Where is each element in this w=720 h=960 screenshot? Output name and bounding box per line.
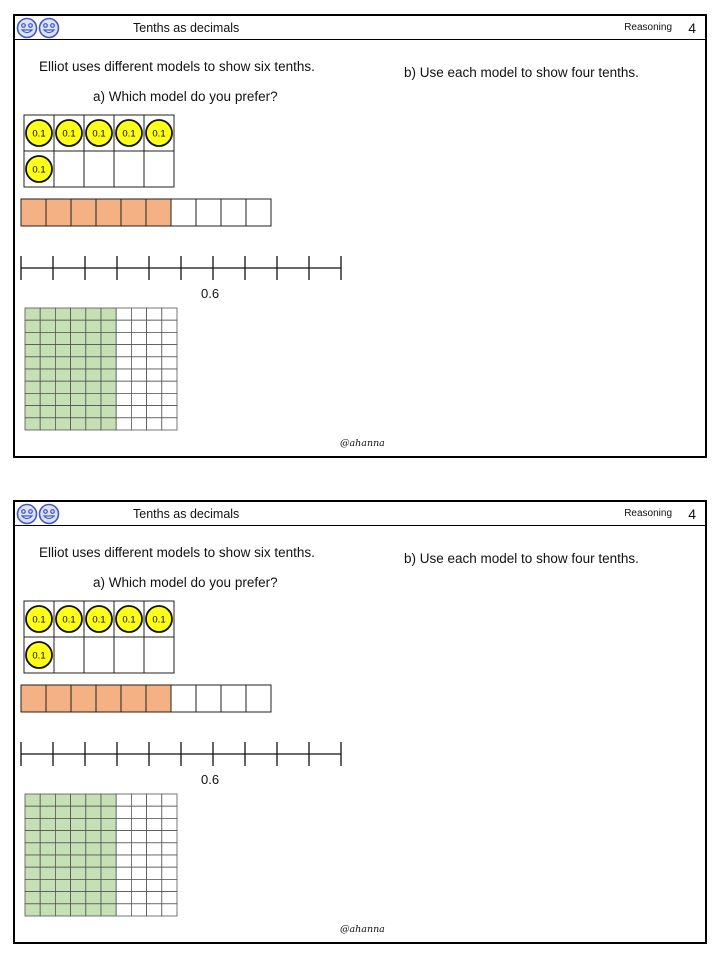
grid-cell — [40, 879, 55, 891]
grid-cell — [25, 806, 40, 818]
grid-cell — [147, 843, 162, 855]
grid-cell — [25, 393, 40, 405]
slide-title: Tenths as decimals — [133, 507, 240, 521]
grid-cell — [147, 855, 162, 867]
grid-cell — [55, 332, 70, 344]
grid-cell — [25, 369, 40, 381]
grid-cell — [25, 904, 40, 916]
grid-cell — [86, 320, 101, 332]
grid-cell — [86, 867, 101, 879]
grid-cell — [86, 406, 101, 418]
grid-cell — [55, 418, 70, 430]
grid-cell — [86, 904, 101, 916]
question-part-b: b) Use each model to show four tenths. — [404, 65, 639, 80]
grid-cell — [71, 831, 86, 843]
grid-cell — [131, 831, 146, 843]
bar-segment — [146, 199, 171, 226]
grid-cell — [101, 794, 116, 806]
grid-cell — [147, 308, 162, 320]
number-line-label: 0.6 — [201, 286, 220, 301]
grid-cell — [71, 332, 86, 344]
grid-cell — [116, 418, 131, 430]
grid-cell — [116, 369, 131, 381]
grid-cell — [25, 855, 40, 867]
grid-cell — [116, 831, 131, 843]
grid-cell — [40, 867, 55, 879]
bar-segment — [71, 199, 96, 226]
grid-cell — [71, 879, 86, 891]
grid-cell — [101, 879, 116, 891]
bar-segment — [171, 685, 196, 712]
grid-cell — [116, 393, 131, 405]
slide-header — [15, 16, 705, 40]
grid-cell — [116, 904, 131, 916]
grid-cell — [71, 357, 86, 369]
grid-cell — [116, 381, 131, 393]
grid-cell — [101, 308, 116, 320]
grid-cell — [116, 892, 131, 904]
smiley-face-icon — [40, 19, 59, 38]
grid-cell — [147, 381, 162, 393]
hundred-grid — [24, 307, 180, 433]
slide-title: Tenths as decimals — [133, 21, 240, 35]
question-part-b: b) Use each model to show four tenths. — [404, 551, 639, 566]
grid-cell — [162, 879, 177, 891]
grid-cell — [55, 357, 70, 369]
bar-model — [20, 198, 278, 228]
counter-label: 0.1 — [92, 128, 106, 140]
grid-cell — [131, 806, 146, 818]
grid-cell — [101, 892, 116, 904]
grid-cell — [25, 818, 40, 830]
grid-cell — [71, 381, 86, 393]
grid-cell — [71, 393, 86, 405]
tens-frame — [23, 114, 177, 190]
grid-cell — [116, 345, 131, 357]
grid-cell — [40, 855, 55, 867]
grid-cell — [162, 806, 177, 818]
grid-cell — [101, 406, 116, 418]
grid-cell — [71, 406, 86, 418]
grid-cell — [55, 406, 70, 418]
grid-cell — [131, 369, 146, 381]
grid-cell — [71, 320, 86, 332]
grid-cell — [116, 332, 131, 344]
author-credit: @ahanna — [340, 438, 385, 449]
grid-cell — [55, 381, 70, 393]
grid-cell — [147, 892, 162, 904]
grid-cell — [71, 418, 86, 430]
grid-cell — [101, 357, 116, 369]
tens-frame — [23, 600, 177, 676]
grid-cell — [25, 345, 40, 357]
grid-cell — [131, 892, 146, 904]
grid-cell — [40, 332, 55, 344]
grid-cell — [147, 867, 162, 879]
slide-header — [15, 502, 705, 526]
grid-cell — [86, 892, 101, 904]
grid-cell — [71, 308, 86, 320]
grid-cell — [25, 892, 40, 904]
grid-cell — [86, 369, 101, 381]
hundred-grid — [24, 793, 180, 919]
bar-segment — [121, 199, 146, 226]
grid-cell — [40, 831, 55, 843]
grid-cell — [55, 308, 70, 320]
grid-cell — [55, 855, 70, 867]
category-label: Reasoning — [624, 22, 672, 33]
grid-cell — [86, 879, 101, 891]
grid-cell — [40, 818, 55, 830]
grid-cell — [86, 831, 101, 843]
bar-segment — [46, 199, 71, 226]
grid-cell — [86, 806, 101, 818]
grid-cell — [162, 794, 177, 806]
bar-segment — [121, 685, 146, 712]
grid-cell — [147, 794, 162, 806]
bar-segment — [146, 685, 171, 712]
grid-cell — [116, 818, 131, 830]
grid-cell — [101, 320, 116, 332]
grid-cell — [71, 818, 86, 830]
grid-cell — [131, 818, 146, 830]
grid-cell — [162, 831, 177, 843]
grid-cell — [116, 320, 131, 332]
grid-cell — [101, 818, 116, 830]
grid-cell — [25, 357, 40, 369]
grid-cell — [147, 345, 162, 357]
grid-cell — [116, 867, 131, 879]
grid-cell — [162, 418, 177, 430]
grid-cell — [147, 320, 162, 332]
grid-cell — [55, 843, 70, 855]
grid-cell — [131, 381, 146, 393]
grid-cell — [101, 867, 116, 879]
grid-cell — [71, 806, 86, 818]
grid-cell — [55, 879, 70, 891]
counter-label: 0.1 — [62, 128, 76, 140]
grid-cell — [40, 308, 55, 320]
grid-cell — [131, 406, 146, 418]
grid-cell — [55, 806, 70, 818]
grid-cell — [116, 843, 131, 855]
grid-cell — [147, 418, 162, 430]
grid-cell — [101, 831, 116, 843]
bar-segment — [221, 199, 246, 226]
counter-label: 0.1 — [152, 614, 166, 626]
tens-frame-cell — [114, 151, 144, 187]
bar-segment — [96, 685, 121, 712]
counter-label: 0.1 — [122, 128, 136, 140]
grid-cell — [25, 867, 40, 879]
grid-cell — [162, 357, 177, 369]
grid-cell — [40, 393, 55, 405]
counter-label: 0.1 — [152, 128, 166, 140]
question-intro: Elliot uses different models to show six tenths. — [39, 59, 315, 74]
grid-cell — [116, 406, 131, 418]
bar-segment — [21, 685, 46, 712]
grid-cell — [101, 806, 116, 818]
page-number: 4 — [688, 506, 696, 522]
grid-cell — [131, 794, 146, 806]
tens-frame-cell — [144, 637, 174, 673]
grid-cell — [147, 904, 162, 916]
number-line-label: 0.6 — [201, 772, 220, 787]
grid-cell — [116, 357, 131, 369]
logo-faces — [16, 503, 62, 525]
grid-cell — [40, 892, 55, 904]
grid-cell — [162, 369, 177, 381]
grid-cell — [162, 843, 177, 855]
bar-segment — [246, 685, 271, 712]
grid-cell — [86, 332, 101, 344]
slide-card — [13, 14, 707, 458]
smiley-face-icon — [18, 19, 37, 38]
grid-cell — [55, 345, 70, 357]
bar-segment — [221, 685, 246, 712]
grid-cell — [71, 867, 86, 879]
tens-frame-cell — [84, 637, 114, 673]
bar-segment — [71, 685, 96, 712]
grid-cell — [131, 904, 146, 916]
grid-cell — [147, 806, 162, 818]
question-part-a: a) Which model do you prefer? — [93, 89, 278, 104]
grid-cell — [25, 406, 40, 418]
logo-faces — [16, 17, 62, 39]
grid-cell — [131, 867, 146, 879]
grid-cell — [101, 904, 116, 916]
grid-cell — [162, 381, 177, 393]
grid-cell — [86, 308, 101, 320]
grid-cell — [25, 320, 40, 332]
tens-frame-cell — [54, 637, 84, 673]
grid-cell — [40, 904, 55, 916]
grid-cell — [131, 320, 146, 332]
tens-frame-cell — [54, 151, 84, 187]
grid-cell — [162, 332, 177, 344]
grid-cell — [71, 843, 86, 855]
grid-cell — [162, 393, 177, 405]
grid-cell — [162, 308, 177, 320]
bar-segment — [171, 199, 196, 226]
question-intro: Elliot uses different models to show six tenths. — [39, 545, 315, 560]
tens-frame-cell — [114, 637, 144, 673]
grid-cell — [101, 855, 116, 867]
grid-cell — [131, 345, 146, 357]
grid-cell — [86, 381, 101, 393]
smiley-face-icon — [18, 505, 37, 524]
grid-cell — [101, 381, 116, 393]
counter-label: 0.1 — [62, 614, 76, 626]
grid-cell — [131, 843, 146, 855]
grid-cell — [71, 904, 86, 916]
bar-segment — [196, 685, 221, 712]
number-line — [19, 740, 345, 770]
counter-label: 0.1 — [122, 614, 136, 626]
grid-cell — [162, 867, 177, 879]
grid-cell — [40, 843, 55, 855]
grid-cell — [131, 332, 146, 344]
grid-cell — [86, 393, 101, 405]
grid-cell — [25, 381, 40, 393]
grid-cell — [101, 843, 116, 855]
grid-cell — [101, 393, 116, 405]
bar-segment — [21, 199, 46, 226]
grid-cell — [147, 393, 162, 405]
grid-cell — [147, 332, 162, 344]
grid-cell — [101, 418, 116, 430]
grid-cell — [101, 332, 116, 344]
grid-cell — [71, 794, 86, 806]
grid-cell — [116, 806, 131, 818]
grid-cell — [71, 345, 86, 357]
grid-cell — [131, 855, 146, 867]
grid-cell — [101, 345, 116, 357]
bar-segment — [46, 685, 71, 712]
counter-label: 0.1 — [32, 614, 46, 626]
grid-cell — [55, 369, 70, 381]
bar-model — [20, 684, 278, 714]
grid-cell — [162, 855, 177, 867]
grid-cell — [147, 406, 162, 418]
page-number: 4 — [688, 20, 696, 36]
grid-cell — [25, 879, 40, 891]
grid-cell — [116, 308, 131, 320]
grid-cell — [40, 369, 55, 381]
grid-cell — [40, 381, 55, 393]
grid-cell — [147, 879, 162, 891]
slide-card — [13, 500, 707, 944]
grid-cell — [131, 357, 146, 369]
grid-cell — [25, 308, 40, 320]
grid-cell — [162, 904, 177, 916]
grid-cell — [86, 345, 101, 357]
grid-cell — [116, 794, 131, 806]
grid-cell — [131, 879, 146, 891]
smiley-face-icon — [40, 505, 59, 524]
grid-cell — [40, 418, 55, 430]
grid-cell — [86, 357, 101, 369]
grid-cell — [162, 320, 177, 332]
grid-cell — [162, 892, 177, 904]
grid-cell — [25, 831, 40, 843]
tens-frame-cell — [144, 151, 174, 187]
grid-cell — [71, 892, 86, 904]
grid-cell — [55, 393, 70, 405]
grid-cell — [40, 320, 55, 332]
grid-cell — [25, 794, 40, 806]
grid-cell — [116, 855, 131, 867]
grid-cell — [40, 357, 55, 369]
grid-cell — [25, 332, 40, 344]
tens-frame-cell — [84, 151, 114, 187]
grid-cell — [86, 855, 101, 867]
grid-cell — [55, 794, 70, 806]
grid-cell — [40, 345, 55, 357]
grid-cell — [147, 818, 162, 830]
grid-cell — [86, 794, 101, 806]
question-part-a: a) Which model do you prefer? — [93, 575, 278, 590]
grid-cell — [86, 843, 101, 855]
grid-cell — [116, 879, 131, 891]
grid-cell — [131, 393, 146, 405]
grid-cell — [101, 369, 116, 381]
counter-label: 0.1 — [32, 128, 46, 140]
grid-cell — [55, 892, 70, 904]
grid-cell — [147, 831, 162, 843]
grid-cell — [86, 418, 101, 430]
grid-cell — [131, 418, 146, 430]
grid-cell — [147, 357, 162, 369]
category-label: Reasoning — [624, 508, 672, 519]
bar-segment — [246, 199, 271, 226]
grid-cell — [71, 369, 86, 381]
bar-segment — [96, 199, 121, 226]
grid-cell — [25, 418, 40, 430]
grid-cell — [40, 406, 55, 418]
grid-cell — [131, 308, 146, 320]
grid-cell — [162, 406, 177, 418]
grid-cell — [40, 806, 55, 818]
counter-label: 0.1 — [32, 164, 46, 176]
grid-cell — [162, 818, 177, 830]
grid-cell — [147, 369, 162, 381]
author-credit: @ahanna — [340, 924, 385, 935]
grid-cell — [162, 345, 177, 357]
grid-cell — [55, 818, 70, 830]
counter-label: 0.1 — [92, 614, 106, 626]
grid-cell — [55, 904, 70, 916]
counter-label: 0.1 — [32, 650, 46, 662]
bar-segment — [196, 199, 221, 226]
grid-cell — [71, 855, 86, 867]
number-line — [19, 254, 345, 284]
grid-cell — [55, 320, 70, 332]
grid-cell — [55, 831, 70, 843]
grid-cell — [55, 867, 70, 879]
grid-cell — [25, 843, 40, 855]
grid-cell — [40, 794, 55, 806]
grid-cell — [86, 818, 101, 830]
